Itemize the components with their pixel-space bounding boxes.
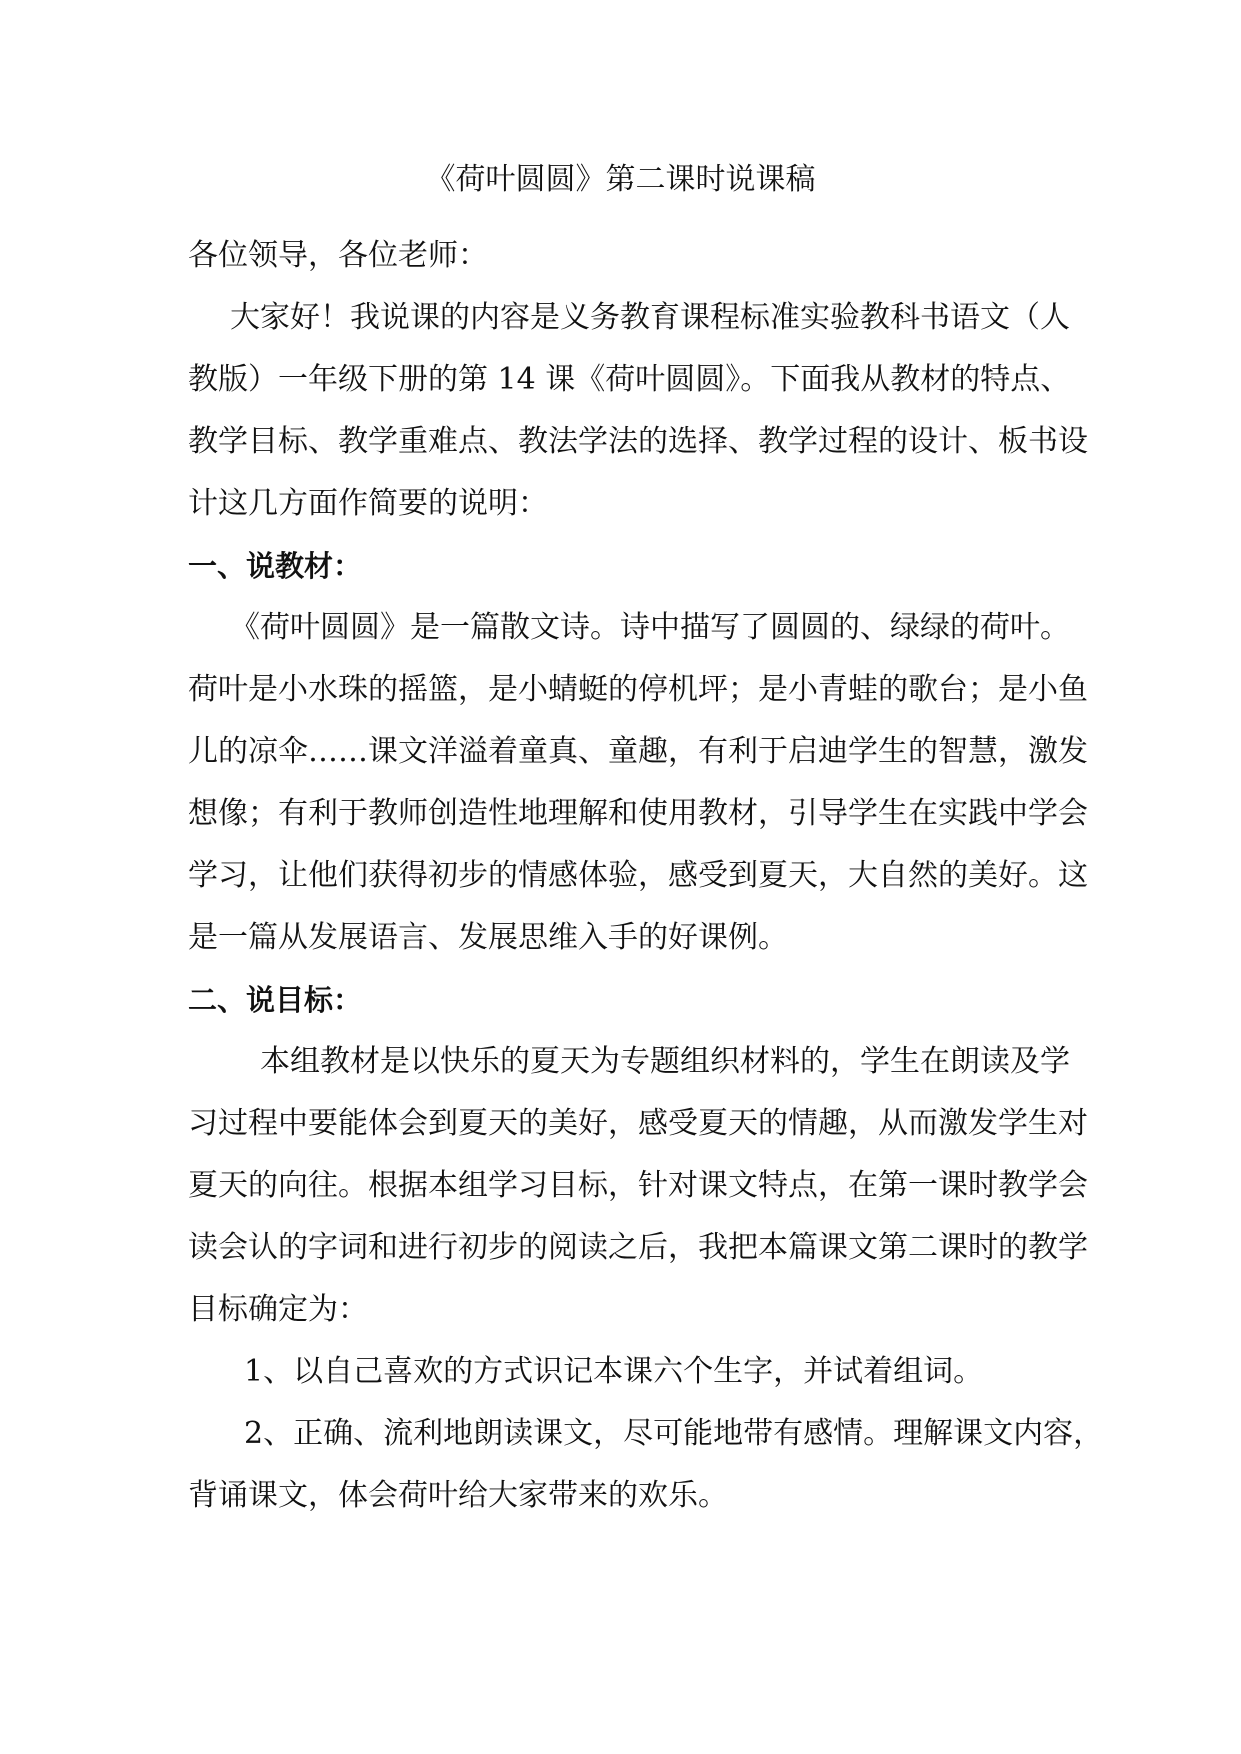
intro-line: 计这几方面作简要的说明： xyxy=(188,486,548,521)
section1-line: 《荷叶圆圆》是一篇散文诗。诗中描写了圆圆的、绿绿的荷叶。 xyxy=(230,610,1070,645)
section1-line: 学习，让他们获得初步的情感体验，感受到夏天，大自然的美好。这 xyxy=(188,858,1088,893)
goal-item-2-cont: 背诵课文，体会荷叶给大家带来的欢乐。 xyxy=(188,1478,728,1513)
greeting: 各位领导，各位老师： xyxy=(188,238,488,273)
section2-line: 夏天的向往。根据本组学习目标，针对课文特点，在第一课时教学会 xyxy=(188,1168,1088,1203)
section1-line: 想像；有利于教师创造性地理解和使用教材，引导学生在实践中学会 xyxy=(188,796,1088,831)
section2-line: 本组教材是以快乐的夏天为专题组织材料的，学生在朗读及学 xyxy=(260,1044,1070,1079)
section2-line: 读会认的字词和进行初步的阅读之后，我把本篇课文第二课时的教学 xyxy=(188,1230,1088,1265)
section2-line: 目标确定为： xyxy=(188,1292,368,1327)
intro-line: 大家好！我说课的内容是义务教育课程标准实验教科书语文（人 xyxy=(230,300,1070,335)
section2-line: 习过程中要能体会到夏天的美好，感受夏天的情趣，从而激发学生对 xyxy=(188,1106,1088,1141)
section1-line: 是一篇从发展语言、发展思维入手的好课例。 xyxy=(188,920,788,955)
intro-line: 教版）一年级下册的第 14 课《荷叶圆圆》。下面我从教材的特点、 xyxy=(188,362,1071,397)
goal-item-2: 2、正确、流利地朗读课文，尽可能地带有感情。理解课文内容， xyxy=(244,1416,1104,1451)
section1-line: 儿的凉伞……课文洋溢着童真、童趣，有利于启迪学生的智慧，激发 xyxy=(188,734,1088,769)
document-title: 《荷叶圆圆》第二课时说课稿 xyxy=(425,162,816,197)
section1-line: 荷叶是小水珠的摇篮，是小蜻蜓的停机坪；是小青蛙的歌台；是小鱼 xyxy=(188,672,1088,707)
section2-heading: 二、说目标： xyxy=(188,983,363,1017)
intro-line: 教学目标、教学重难点、教法学法的选择、教学过程的设计、板书设 xyxy=(188,424,1088,459)
section1-heading: 一、说教材： xyxy=(188,549,363,583)
goal-item-1: 1、以自己喜欢的方式识记本课六个生字，并试着组词。 xyxy=(244,1354,984,1389)
document-body xyxy=(188,225,1104,1527)
